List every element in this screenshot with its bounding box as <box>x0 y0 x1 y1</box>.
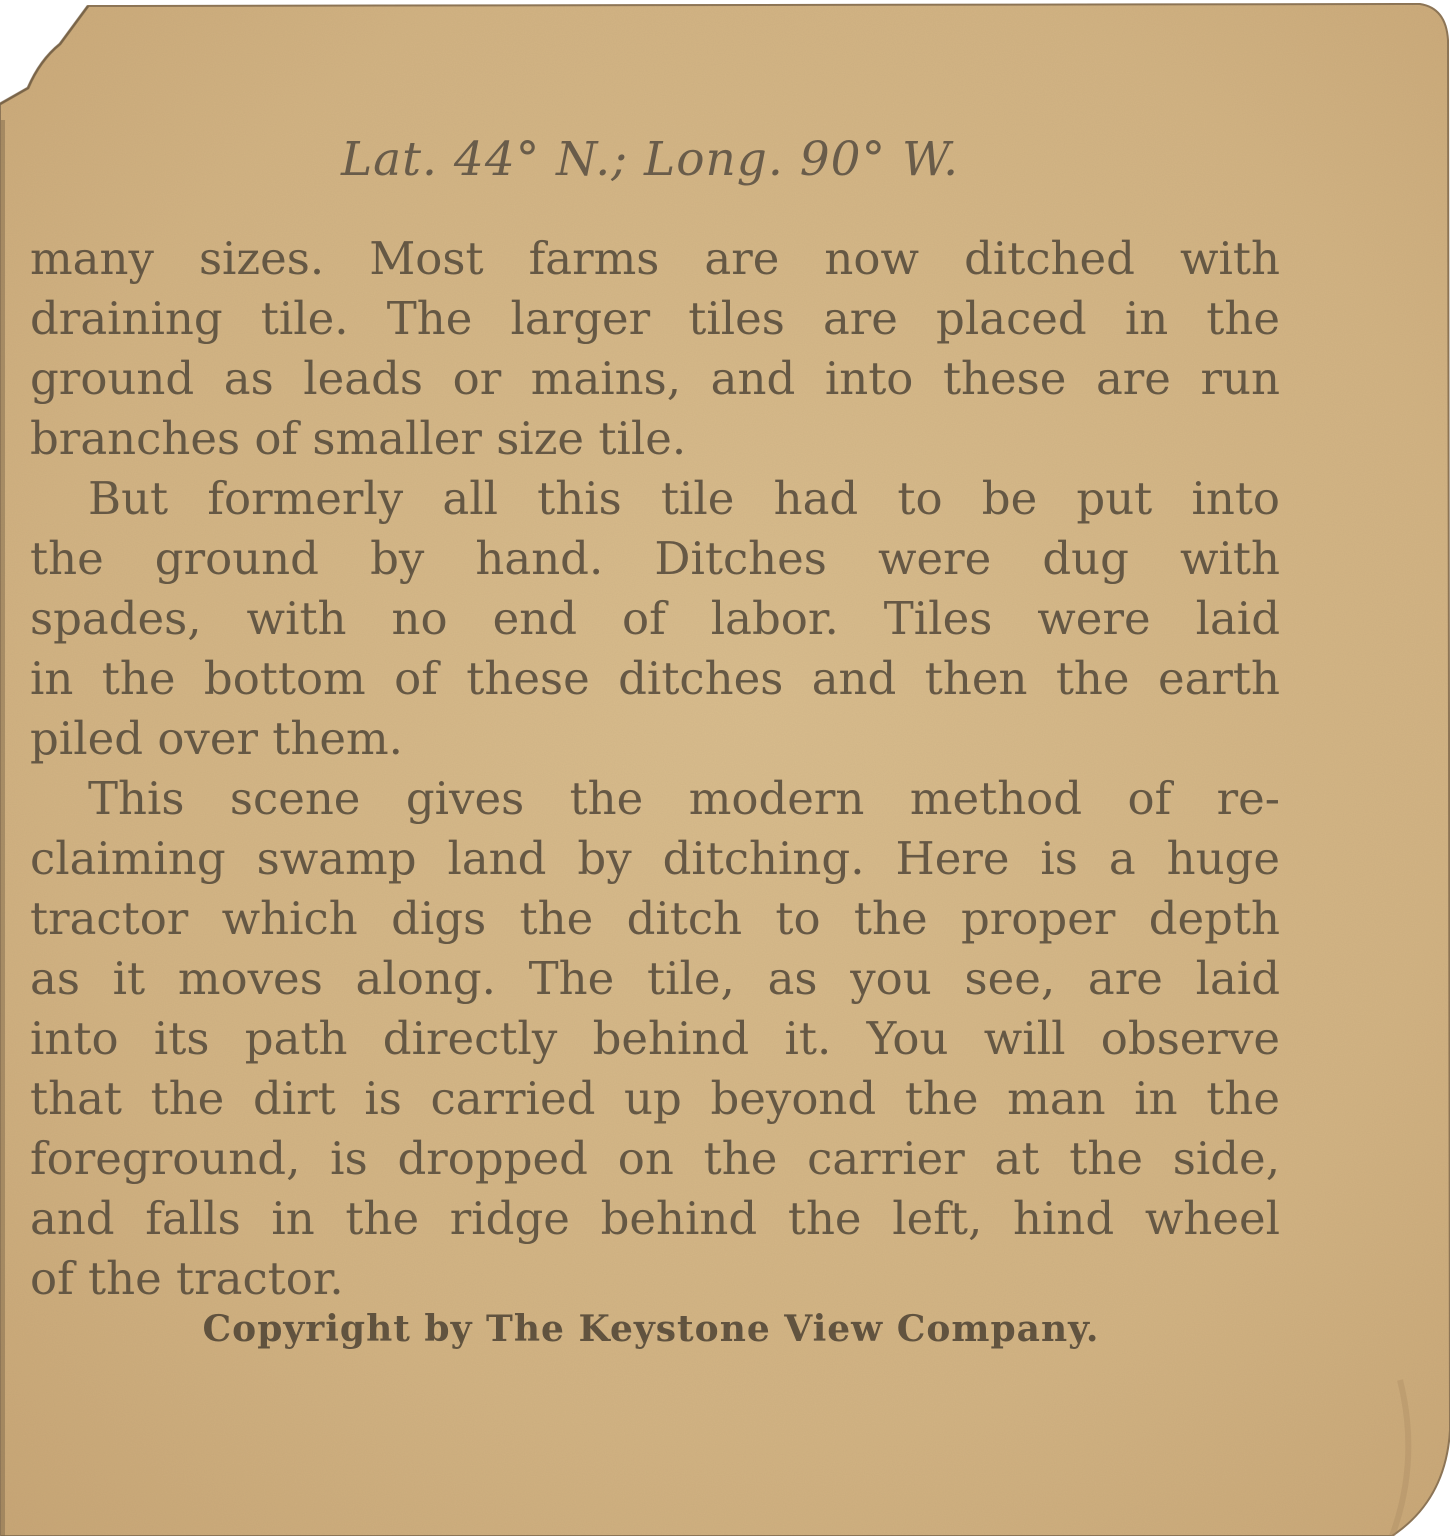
text-line: foreground, is dropped on the carrier at the side, <box>30 1132 1280 1185</box>
text-line: branches of smaller size tile. <box>30 412 687 465</box>
text-line: in the bottom of these ditches and then the earth <box>30 652 1280 705</box>
text-line: as it moves along. The tile, as you see, are laid <box>30 952 1280 1005</box>
text-line: claiming swamp land by ditching. Here is a huge <box>30 832 1280 885</box>
text-line: many sizes. Most farms are now ditched with <box>30 232 1280 285</box>
body-text <box>30 229 1280 1309</box>
text-line: tractor which digs the ditch to the proper depth <box>30 892 1280 945</box>
text-line: and falls in the ridge behind the left, hind wheel <box>30 1192 1280 1245</box>
text-line: the ground by hand. Ditches were dug with <box>30 532 1280 585</box>
text-line: of the tractor. <box>30 1252 344 1305</box>
text-line: This scene gives the modern method of re- <box>88 772 1280 825</box>
text-line: ground as leads or mains, and into these are run <box>30 352 1280 405</box>
text-line: that the dirt is carried up beyond the man in the <box>30 1072 1280 1125</box>
location-heading: Lat. 44° N.; Long. 90° W. <box>340 132 960 187</box>
text-line: draining tile. The larger tiles are placed in the <box>30 292 1280 345</box>
text-line: piled over them. <box>30 712 403 765</box>
text-line: into its path directly behind it. You will observe <box>30 1012 1280 1065</box>
text-line: spades, with no end of labor. Tiles were laid <box>30 592 1280 645</box>
copyright-notice: Copyright by The Keystone View Company. <box>202 1308 1100 1350</box>
text-line: But formerly all this tile had to be put into <box>88 472 1280 525</box>
